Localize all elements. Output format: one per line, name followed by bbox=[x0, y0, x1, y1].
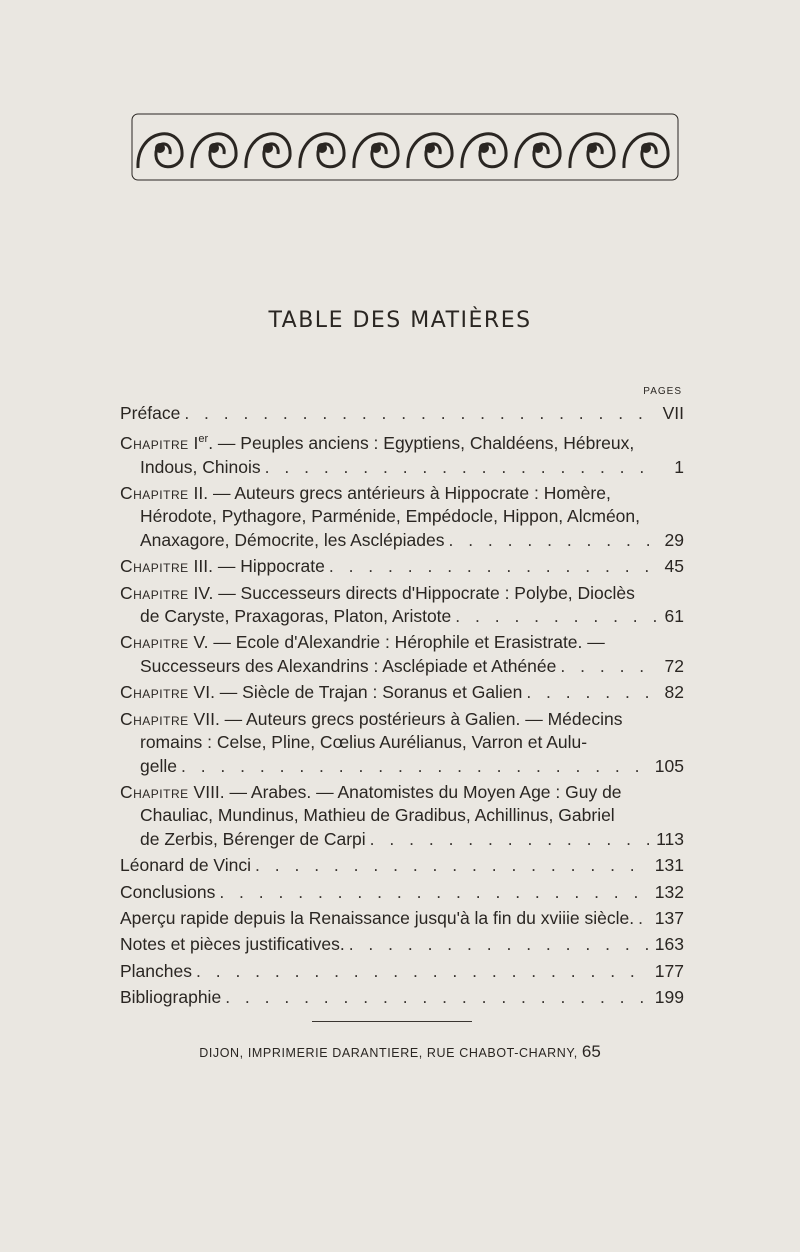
imprint-number: 65 bbox=[581, 1042, 601, 1061]
toc-line bbox=[120, 986, 684, 1009]
chapter-word: Chapitre bbox=[120, 682, 189, 703]
chapter-number: IV bbox=[193, 582, 209, 603]
toc-entry-label bbox=[140, 655, 556, 678]
chapter-number: V bbox=[193, 632, 204, 653]
toc-entry-label: Léonard de Vinci bbox=[120, 855, 252, 876]
toc-entry bbox=[120, 402, 684, 425]
toc-entry-label bbox=[140, 804, 615, 827]
dot-leader bbox=[329, 555, 658, 578]
toc-entry-label: Bibliographie bbox=[120, 987, 222, 1008]
toc-line bbox=[120, 933, 684, 956]
toc-line bbox=[120, 881, 684, 904]
toc-entry-label bbox=[140, 505, 640, 528]
page-number: 177 bbox=[654, 960, 684, 981]
printer-imprint bbox=[0, 1042, 800, 1062]
page-number: 113 bbox=[656, 828, 684, 849]
toc-line bbox=[120, 960, 684, 983]
toc-entry-label bbox=[120, 582, 635, 605]
toc-entry-label bbox=[120, 681, 522, 704]
toc-line bbox=[120, 781, 684, 804]
chapter-word: Chapitre bbox=[120, 781, 189, 802]
page-number: 199 bbox=[654, 987, 684, 1008]
dot-leader bbox=[184, 402, 658, 425]
toc-entry bbox=[120, 933, 684, 956]
toc-entry-label bbox=[120, 482, 611, 505]
toc-entry-label bbox=[140, 456, 261, 479]
chapter-title-text: Successeurs des Alexandrins : Asclépiade et Athénée bbox=[140, 655, 557, 676]
rosette-icon bbox=[425, 143, 435, 153]
header-ornament bbox=[130, 108, 680, 186]
chapter-title-text: . — Siècle de Trajan : Soranus et Galien bbox=[210, 682, 523, 703]
page-number: VII bbox=[662, 403, 684, 423]
toc-entry-label bbox=[120, 631, 605, 654]
chapter-title-text: . — Arabes. — Anatomistes du Moyen Age : Guy de bbox=[219, 781, 622, 802]
toc-line bbox=[120, 804, 684, 827]
chapter-title-text: Indous, Chinois bbox=[140, 456, 261, 477]
toc-entry-label bbox=[140, 828, 366, 851]
chapter-title-text: . — Successeurs directs d'Hippocrate : Polybe, Dioclès bbox=[208, 582, 635, 603]
toc-line bbox=[120, 854, 684, 877]
rosette-icon bbox=[479, 143, 489, 153]
page-number: 132 bbox=[654, 881, 684, 902]
toc-entry-label bbox=[140, 731, 587, 754]
chapter-title-text: de Caryste, Praxagoras, Platon, Aristote bbox=[140, 606, 452, 627]
toc-entry-label bbox=[120, 781, 622, 804]
chapter-word: Chapitre bbox=[120, 708, 189, 729]
dot-leader bbox=[448, 529, 658, 552]
toc-entry-label bbox=[120, 428, 634, 455]
toc-entry bbox=[120, 854, 684, 877]
toc-line bbox=[120, 605, 684, 628]
rosette-icon bbox=[155, 143, 165, 153]
toc-entry bbox=[120, 708, 684, 778]
toc-line bbox=[120, 731, 684, 754]
chapter-title-text: . — Auteurs grecs antérieurs à Hippocrate : Homère, bbox=[203, 483, 611, 504]
toc-entry bbox=[120, 907, 684, 930]
page-number: 72 bbox=[664, 655, 684, 676]
page-title: TABLE DES MATIÈRES bbox=[268, 308, 532, 333]
rosette-icon bbox=[263, 143, 273, 153]
chapter-title-text: romains : Celse, Pline, Cœlius Aurélianus, Varron et Aulu- bbox=[140, 732, 588, 753]
dot-leader bbox=[560, 655, 658, 678]
page-number: 131 bbox=[654, 855, 684, 876]
toc-entry bbox=[120, 681, 684, 704]
dot-leader bbox=[196, 960, 651, 983]
chapter-title-text: gelle bbox=[140, 755, 177, 776]
page-number: 29 bbox=[664, 529, 684, 550]
chapter-number-suffix: er bbox=[198, 433, 209, 446]
chapter-title-text: Chauliac, Mundinus, Mathieu de Gradibus, Achillinus, Gabriel bbox=[140, 805, 615, 826]
chapter-word: Chapitre bbox=[120, 632, 189, 653]
page-number: 1 bbox=[674, 456, 684, 477]
toc-line bbox=[120, 655, 684, 678]
toc-line bbox=[120, 907, 684, 930]
toc-line bbox=[120, 681, 684, 704]
chapter-title-text: Anaxagore, Démocrite, les Asclépiades bbox=[140, 529, 445, 550]
dot-leader bbox=[455, 605, 658, 628]
toc-line bbox=[120, 482, 684, 505]
footer-divider bbox=[312, 1021, 472, 1022]
chapter-title-text: . — Hippocrate bbox=[208, 556, 325, 577]
toc-entry bbox=[120, 428, 684, 479]
dot-leader bbox=[265, 456, 658, 479]
toc-entry-label: Planches bbox=[120, 960, 192, 981]
toc-entry bbox=[120, 986, 684, 1009]
toc-line bbox=[120, 402, 684, 425]
toc-entry-label bbox=[120, 555, 325, 578]
chapter-title-text: . — Auteurs grecs postérieurs à Galien. — Médecins bbox=[214, 708, 623, 729]
toc-entry bbox=[120, 482, 684, 552]
chapter-number: VII bbox=[193, 708, 215, 729]
toc-entry-label: Aperçu rapide depuis la Renaissance jusqu'à la fin du xviiie siècle. bbox=[120, 907, 635, 928]
toc-line bbox=[120, 505, 684, 528]
toc-entry-label bbox=[140, 755, 177, 778]
chapter-word: Chapitre bbox=[120, 582, 189, 603]
toc-entry bbox=[120, 631, 684, 678]
dot-leader bbox=[219, 881, 650, 904]
chapter-title-text: Hérodote, Pythagore, Parménide, Empédocle, Hippon, Alcméon, bbox=[140, 506, 641, 527]
chapter-number: III bbox=[193, 556, 209, 577]
page-number: 82 bbox=[664, 682, 684, 703]
rosette-icon bbox=[533, 143, 543, 153]
toc-line bbox=[120, 708, 684, 731]
toc-line bbox=[120, 555, 684, 578]
chapter-word: Chapitre bbox=[120, 483, 189, 504]
dot-leader bbox=[225, 986, 651, 1009]
page-number: 137 bbox=[654, 907, 684, 928]
toc-entry bbox=[120, 582, 684, 629]
toc-entry-label bbox=[140, 529, 444, 552]
toc-entry bbox=[120, 781, 684, 851]
chapter-number: VI bbox=[193, 682, 211, 703]
chapter-number: I bbox=[193, 433, 199, 454]
chapter-number: VIII bbox=[193, 781, 220, 802]
toc-entry bbox=[120, 960, 684, 983]
toc-line bbox=[120, 428, 684, 455]
table-of-contents bbox=[120, 402, 684, 1013]
toc-entry-label: Notes et pièces justificatives. bbox=[120, 934, 345, 955]
page-number: 45 bbox=[664, 556, 684, 577]
toc-entry-label bbox=[120, 708, 622, 731]
dot-leader bbox=[255, 854, 651, 877]
page-number: 163 bbox=[654, 934, 684, 955]
dot-leader bbox=[349, 933, 651, 956]
dot-leader bbox=[638, 907, 651, 930]
toc-entry-label bbox=[140, 605, 451, 628]
rosette-icon bbox=[371, 143, 381, 153]
dot-leader bbox=[526, 681, 658, 704]
chapter-number: II bbox=[193, 483, 204, 504]
page-number: 61 bbox=[664, 606, 684, 627]
toc-entry bbox=[120, 881, 684, 904]
toc-line bbox=[120, 631, 684, 654]
rosette-icon bbox=[587, 143, 597, 153]
chapter-word: Chapitre bbox=[120, 433, 189, 454]
rosette-icon bbox=[209, 143, 219, 153]
dot-leader bbox=[181, 755, 651, 778]
dot-leader bbox=[370, 828, 652, 851]
imprint-text: DIJON, IMPRIMERIE DARANTIERE, RUE CHABOT-CHARNY, bbox=[199, 1046, 582, 1060]
toc-entry bbox=[120, 555, 684, 578]
chapter-title-text: . — Ecole d'Alexandrie : Hérophile et Erasistrate. — bbox=[203, 632, 605, 653]
chapter-word: Chapitre bbox=[120, 556, 189, 577]
chapter-title-text: de Zerbis, Bérenger de Carpi bbox=[140, 828, 366, 849]
rosette-icon bbox=[317, 143, 327, 153]
decorative-frieze-icon bbox=[130, 108, 680, 186]
toc-entry-label: Conclusions bbox=[120, 881, 216, 902]
chapter-title-text: . — Peuples anciens : Egyptiens, Chaldéens, Hébreux, bbox=[208, 433, 635, 454]
toc-line bbox=[120, 529, 684, 552]
toc-line bbox=[120, 456, 684, 479]
toc-entry-label: Préface bbox=[120, 403, 181, 423]
rosette-icon bbox=[641, 143, 651, 153]
page-number: 105 bbox=[654, 755, 684, 776]
pages-column-header: PAGES bbox=[643, 386, 682, 397]
toc-line bbox=[120, 828, 684, 851]
toc-line bbox=[120, 755, 684, 778]
toc-line bbox=[120, 582, 684, 605]
